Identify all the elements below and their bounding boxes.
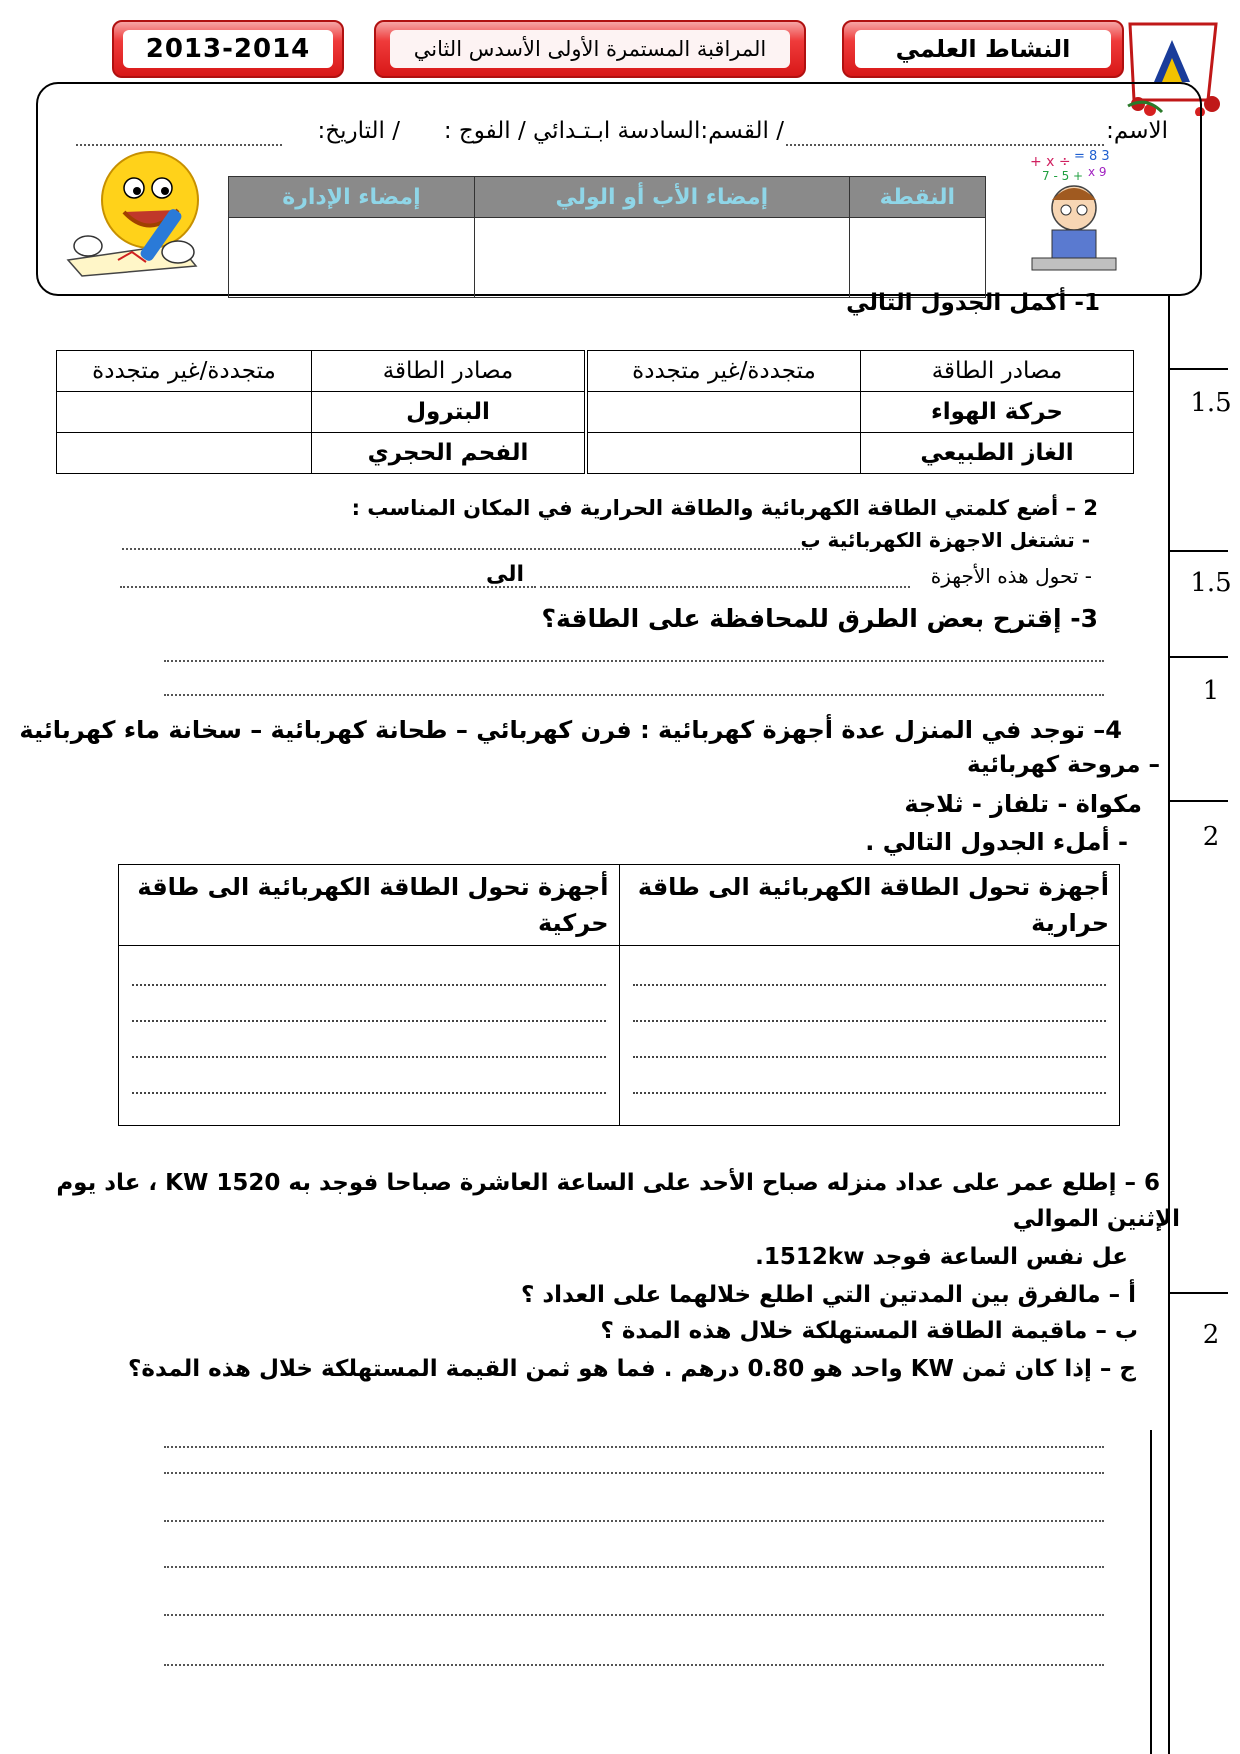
q2-score: 1.5 bbox=[1190, 568, 1232, 598]
appliances-table bbox=[118, 864, 1120, 1126]
heat-appliances-header: أجهزة تحول الطاقة الكهربائية الى طاقة حرارية bbox=[619, 865, 1120, 946]
q1-title: 1- أكمل الجدول التالي bbox=[846, 290, 1100, 316]
parent-signature-cell[interactable] bbox=[474, 218, 849, 298]
q2-answer3-field[interactable] bbox=[120, 586, 536, 588]
answer-natural-gas[interactable] bbox=[586, 433, 861, 474]
q6-answer-line-4[interactable] bbox=[164, 1566, 1104, 1568]
q2-title: 2 – أضع كلمتي الطاقة الكهربائية والطاقة الحرارية في المكان المناسب : bbox=[351, 496, 1098, 520]
subject-title: النشاط العلمي bbox=[895, 35, 1071, 63]
svg-text:7 - 5 +: 7 - 5 + bbox=[1042, 169, 1084, 183]
q3-title: 3- إقترح بعض الطرق للمحافظة على الطاقة؟ bbox=[541, 604, 1098, 633]
grade-header: النقطة bbox=[849, 177, 985, 218]
source-petroleum: البترول bbox=[312, 392, 587, 433]
source-wind: حركة الهواء bbox=[861, 392, 1134, 433]
class-label: / القسم:السادسة ابـتـدائي / الفوج : bbox=[443, 118, 784, 144]
admin-signature-cell[interactable] bbox=[229, 218, 475, 298]
q1-score: 1.5 bbox=[1190, 388, 1232, 418]
svg-text:+ x ÷: + x ÷ bbox=[1030, 154, 1071, 170]
q6-question-c: ج – إذا كان ثمن KW واحد هو 0.80 درهم . فما هو ثمن القيمة المستهلكة خلال هذه المدة؟ bbox=[128, 1356, 1136, 1382]
score-divider bbox=[1170, 800, 1228, 802]
date-label: / التاريخ: bbox=[317, 118, 400, 144]
q4-score: 2 bbox=[1202, 822, 1220, 852]
energy-sources-table bbox=[56, 350, 1134, 474]
school-year: 2013-2014 bbox=[145, 34, 311, 64]
q6-question-a: أ – مالفرق بين المدتين التي اطلع خلالهما على العداد ؟ bbox=[521, 1282, 1136, 1308]
q4-line1: 4– توجد في المنزل عدة أجهزة كهربائية : فرن كهربائي – طحانة كهربائية – سخانة ماء كهربائية bbox=[19, 716, 1122, 744]
score-divider bbox=[1170, 550, 1228, 552]
motion-appliances-answer[interactable] bbox=[119, 946, 620, 1126]
q6-answer-line-1[interactable] bbox=[164, 1446, 1104, 1448]
smiley-writing-illustration bbox=[58, 148, 218, 278]
q3-answer-line-2[interactable] bbox=[164, 694, 1104, 696]
col-type-header-right: متجددة/غير متجددة bbox=[586, 351, 861, 392]
admin-signature-header: إمضاء الإدارة bbox=[229, 177, 475, 218]
q6-question-b: ب – ماقيمة الطاقة المستهلكة خلال هذه المدة ؟ bbox=[600, 1318, 1138, 1344]
q2-answer2-field[interactable] bbox=[540, 586, 910, 588]
q6-line3: عل نفس الساعة فوجد 1512kw. bbox=[755, 1244, 1128, 1270]
q2-answer1-field[interactable] bbox=[122, 548, 812, 550]
answer-wind[interactable] bbox=[586, 392, 861, 433]
q2-line1: - تشتغل الاجهزة الكهربائية ب bbox=[800, 528, 1090, 552]
q4-line2: – مروحة كهربائية bbox=[967, 752, 1160, 778]
svg-text:x 9: x 9 bbox=[1088, 165, 1107, 179]
subject-badge bbox=[842, 20, 1124, 78]
col-source-header-right: مصادر الطاقة bbox=[861, 351, 1134, 392]
col-type-header-left: متجددة/غير متجددة bbox=[57, 351, 312, 392]
motion-appliances-header: أجهزة تحول الطاقة الكهربائية الى طاقة حركية bbox=[119, 865, 620, 946]
q6-line2: الإثنين الموالي bbox=[1012, 1206, 1180, 1232]
score-column-border bbox=[1168, 296, 1170, 1754]
q3-score: 1 bbox=[1202, 676, 1220, 706]
q6-answer-line-2[interactable] bbox=[164, 1472, 1104, 1474]
grade-cell[interactable] bbox=[849, 218, 985, 298]
date-field[interactable] bbox=[76, 144, 282, 146]
q6-line1: 6 – إطلع عمر على عداد منزله صباح الأحد على الساعة العاشرة صباحا فوجد به 1520 KW ، عاد يوم bbox=[56, 1170, 1160, 1196]
heat-appliances-answer[interactable] bbox=[619, 946, 1120, 1126]
signatures-table bbox=[228, 176, 986, 298]
evaluation-badge bbox=[374, 20, 806, 78]
source-coal: الفحم الحجري bbox=[312, 433, 587, 474]
q6-answer-line-5[interactable] bbox=[164, 1614, 1104, 1616]
col-source-header-left: مصادر الطاقة bbox=[312, 351, 587, 392]
q6-score: 2 bbox=[1202, 1320, 1220, 1350]
q6-answer-line-6[interactable] bbox=[164, 1664, 1104, 1666]
q2-line2: - تحول هذه الأجهزة bbox=[930, 564, 1092, 588]
score-divider bbox=[1170, 368, 1228, 370]
margin-line bbox=[1150, 1430, 1152, 1754]
year-badge bbox=[112, 20, 344, 78]
q2-to-word: الى bbox=[485, 562, 524, 587]
thinking-boy-illustration bbox=[1022, 146, 1126, 278]
q6-answer-line-3[interactable] bbox=[164, 1520, 1104, 1522]
parent-signature-header: إمضاء الأب أو الولي bbox=[474, 177, 849, 218]
evaluation-title: المراقبة المستمرة الأولى الأسدس الثاني bbox=[413, 37, 767, 61]
name-label: الاسم: bbox=[1106, 118, 1168, 144]
q3-answer-line-1[interactable] bbox=[164, 660, 1104, 662]
source-natural-gas: الغاز الطبيعي bbox=[861, 433, 1134, 474]
answer-coal[interactable] bbox=[57, 433, 312, 474]
q4-line3: مكواة - تلفاز - ثلاجة bbox=[904, 790, 1142, 818]
svg-text:= 8 3: = 8 3 bbox=[1074, 149, 1110, 164]
q4-line4: - أملء الجدول التالي . bbox=[865, 828, 1128, 856]
score-divider bbox=[1170, 1292, 1228, 1294]
answer-petroleum[interactable] bbox=[57, 392, 312, 433]
score-divider bbox=[1170, 656, 1228, 658]
